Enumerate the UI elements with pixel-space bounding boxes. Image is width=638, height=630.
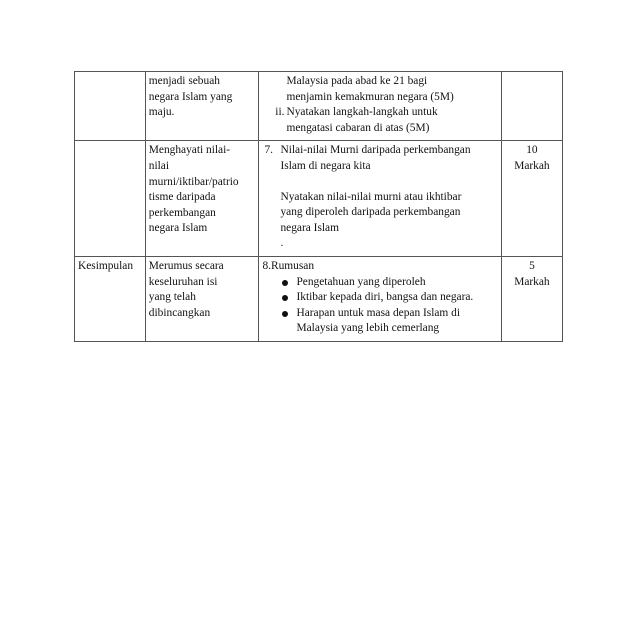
objective-cell — [145, 256, 259, 341]
marks-cell — [501, 72, 562, 141]
question-cell — [259, 256, 501, 341]
text-line: Iktibar kepada diri, bangsa dan negara. — [296, 291, 474, 304]
text-line: murni/iktibar/patrio — [148, 175, 239, 188]
text-line: maju. — [148, 106, 175, 119]
question-item — [262, 105, 497, 136]
text-line: menjadi sebuah — [148, 75, 220, 87]
question-cell — [259, 141, 501, 257]
marks-cell — [501, 141, 562, 257]
marks-cell — [501, 256, 562, 341]
text-line: yang diperoleh daripada perkembangan — [280, 206, 461, 219]
marks-value: 10 — [526, 144, 538, 157]
text-line: yang telah — [148, 291, 196, 304]
table-row — [75, 256, 563, 341]
text-line: Islam di negara kita — [280, 159, 371, 172]
marks-value: 5 — [529, 259, 535, 272]
table-row — [75, 72, 563, 141]
bullet-item — [262, 275, 497, 291]
scheme-table — [74, 71, 563, 342]
bullet-icon — [282, 311, 288, 317]
question-item — [262, 143, 497, 252]
text-line: tisme daripada — [148, 191, 216, 204]
section-cell — [75, 72, 146, 141]
text-line: Merumus secara — [148, 259, 224, 272]
text-line: perkembangan — [148, 206, 216, 219]
text-line: . — [280, 237, 284, 250]
text-line: Nyatakan nilai-nilai murni atau ikhtibar — [280, 190, 462, 203]
text-line: dibincangkan — [148, 306, 211, 319]
objective-cell — [145, 72, 259, 141]
text-line: negara Islam — [148, 222, 208, 235]
item-number: ii. — [275, 106, 285, 119]
bullet-icon — [282, 295, 288, 301]
marks-label: Markah — [514, 159, 550, 172]
marks-label: Markah — [514, 275, 550, 288]
bullet-icon — [282, 280, 288, 286]
text-line: keseluruhan isi — [148, 275, 218, 288]
table-row — [75, 141, 563, 257]
spacer — [280, 175, 497, 190]
objective-cell — [145, 141, 259, 257]
text-line: Nyatakan langkah-langkah untuk — [286, 106, 438, 119]
text-line: Nilai-nilai Murni daripada perkembangan — [280, 144, 471, 157]
text-line: Pengetahuan yang diperoleh — [296, 275, 426, 288]
section-cell: Kesimpulan — [75, 256, 146, 341]
text-line: Harapan untuk masa depan Islam di — [296, 306, 460, 319]
text-line: negara Islam yang — [148, 90, 233, 103]
question-heading: 8.Rumusan — [262, 259, 315, 272]
text-line: Malaysia pada abad ke 21 bagi — [286, 75, 428, 87]
text-line: negara Islam — [280, 221, 339, 234]
text-line: menjamin kemakmuran negara (5M) — [286, 90, 454, 103]
text-line: mengatasi cabaran di atas (5M) — [286, 121, 430, 134]
bullet-item — [262, 290, 497, 306]
text-line: Menghayati nilai- — [148, 144, 231, 157]
text-line: nilai — [148, 159, 170, 172]
section-cell — [75, 141, 146, 257]
item-number: 7. — [264, 144, 274, 157]
question-cell — [259, 72, 501, 141]
bullet-item — [262, 306, 497, 337]
text-line: Malaysia yang lebih cemerlang — [296, 322, 440, 335]
